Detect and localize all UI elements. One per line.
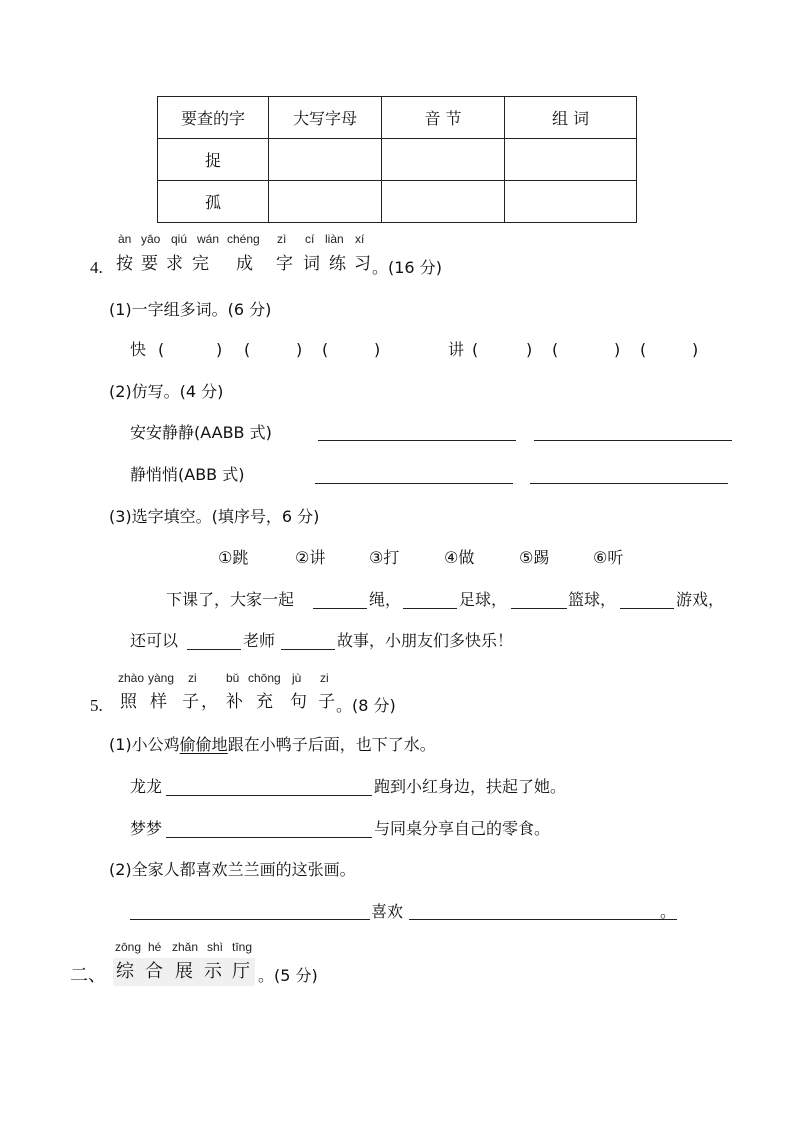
- q5-pinyin-0: zhào: [118, 671, 145, 685]
- answer-line[interactable]: [166, 837, 372, 838]
- paren-close: ): [692, 340, 699, 359]
- q4-part2-example-abb: 静悄悄(ABB 式): [130, 465, 245, 484]
- q5-part1-line2-end: 与同桌分享自己的零食。: [374, 819, 551, 838]
- fill-blank[interactable]: [187, 649, 241, 650]
- paren-open: (: [158, 340, 165, 359]
- q4-pinyin-7: liàn: [325, 232, 344, 246]
- q4-part1-title: (1)一字组多词。(6 分): [109, 300, 272, 319]
- fill-blank[interactable]: [511, 608, 567, 609]
- section2-char-1: 合: [145, 961, 169, 982]
- q4-pinyin-4: chéng: [227, 232, 260, 246]
- fill-sentence-1c: 足球，: [459, 590, 508, 609]
- q5-char-2: 子: [182, 692, 205, 712]
- q5-pinyin-4: chōng: [248, 671, 281, 685]
- paren-open: (: [322, 340, 329, 359]
- section2-pinyin-1: hé: [148, 940, 162, 954]
- option-item: ②讲: [295, 548, 326, 567]
- q4-pinyin-1: yāo: [141, 232, 161, 246]
- fill-blank[interactable]: [620, 608, 674, 609]
- character-lookup-table: [157, 96, 637, 223]
- section2-pinyin-4: tīng: [232, 940, 253, 954]
- fill-blank[interactable]: [403, 608, 457, 609]
- answer-line[interactable]: [318, 440, 516, 441]
- q4-char-4: 成: [236, 254, 259, 274]
- q5-part1-line1-end: 跑到小红身边，扶起了她。: [374, 777, 567, 796]
- option-item: ⑥听: [593, 548, 624, 567]
- fill-sentence-2a: 还可以: [130, 631, 179, 650]
- table-header-cell: 大写字母: [269, 97, 382, 139]
- q4-char-7: 练: [329, 254, 352, 274]
- q5-char-5: 充: [256, 692, 279, 712]
- q5-part1-post: 跟在小鸭子后面，也下了水。: [227, 735, 436, 754]
- q5-pinyin-1: yàng: [148, 671, 175, 685]
- table-cell-blank[interactable]: [269, 139, 382, 181]
- section2-score: 。(5 分): [258, 966, 318, 985]
- q5-pinyin-2: zi: [188, 671, 197, 685]
- section2-number: 二、: [70, 965, 106, 986]
- fill-sentence-1b: 绳，: [369, 590, 402, 609]
- paren-open: (: [552, 340, 559, 359]
- q5-char-4: 补: [226, 692, 249, 712]
- q5-pinyin-6: zi: [320, 671, 329, 685]
- q5-char-1: 样: [150, 692, 173, 712]
- option-item: ④做: [444, 548, 475, 567]
- section2-char-2: 展: [175, 961, 199, 982]
- q5-char-3: ，: [201, 692, 224, 712]
- q5-char-0: 照: [120, 692, 143, 712]
- answer-line[interactable]: [130, 919, 370, 920]
- paren-close: ): [614, 340, 621, 359]
- table-cell-blank[interactable]: [505, 139, 637, 181]
- table-cell-blank[interactable]: [382, 139, 505, 181]
- paren-close: ): [526, 340, 533, 359]
- q4-pinyin-6: cí: [305, 232, 315, 246]
- table-header-row: [158, 97, 637, 139]
- q5-pinyin-5: jù: [292, 671, 302, 685]
- section2-pinyin-0: zōng: [115, 940, 142, 954]
- q4-pinyin-8: xí: [355, 232, 365, 246]
- fill-sentence-1e: 游戏，: [676, 590, 725, 609]
- q5-pinyin-3: bǔ: [226, 671, 240, 685]
- q5-number: 5.: [90, 696, 103, 715]
- q4-pinyin-0: àn: [118, 232, 132, 246]
- fill-blank[interactable]: [281, 649, 335, 650]
- q5-part1-line2-start: 梦梦: [130, 819, 163, 838]
- q5-char-7: 子: [318, 692, 341, 712]
- q5-part2-middle: 喜欢: [371, 902, 404, 921]
- paren-open: (: [244, 340, 251, 359]
- fill-sentence-2c: 故事，小朋友们多快乐！: [337, 631, 514, 650]
- q4-number: 4.: [90, 258, 103, 277]
- section2-char-3: 示: [204, 961, 228, 982]
- q4-part3-title: (3)选字填空。(填序号，6 分): [109, 507, 320, 526]
- table-row: [158, 181, 637, 223]
- table-header-cell: 要查的字: [158, 97, 269, 139]
- table-row: [158, 139, 637, 181]
- q4-char-1: 要: [141, 254, 164, 274]
- paren-close: ): [374, 340, 381, 359]
- section2-pinyin-3: shì: [207, 940, 224, 954]
- q5-score: 。(8 分): [336, 696, 396, 715]
- table-cell-char: 捉: [158, 139, 269, 181]
- option-item: ⑤踢: [519, 548, 550, 567]
- q4-char-2: 求: [166, 254, 189, 274]
- q4-score: 。(16 分): [372, 258, 442, 277]
- q4-char-0: 按: [116, 254, 139, 274]
- table-header-cell: 组 词: [505, 97, 637, 139]
- table-cell-blank[interactable]: [505, 181, 637, 223]
- paren-close: ): [216, 340, 223, 359]
- section2-pinyin-2: zhǎn: [172, 940, 199, 954]
- answer-line[interactable]: [534, 440, 732, 441]
- q4-char-8: 习: [354, 254, 377, 274]
- section2-char-4: 厅: [232, 961, 256, 982]
- option-item: ③打: [369, 548, 400, 567]
- q4-char-5: 字: [276, 254, 299, 274]
- q4-part2-example-aabb: 安安静静(AABB 式): [130, 423, 272, 442]
- answer-line[interactable]: [315, 483, 513, 484]
- q4-pinyin-5: zì: [277, 232, 287, 246]
- fill-sentence-1a: 下课了，大家一起: [166, 590, 295, 609]
- q4-pinyin-3: wán: [197, 232, 220, 246]
- fill-sentence-1d: 篮球，: [568, 590, 617, 609]
- q5-part1-line1-start: 龙龙: [130, 777, 163, 796]
- paren-open: (: [640, 340, 647, 359]
- q4-char-6: 词: [303, 254, 326, 274]
- q4-pinyin-2: qiú: [171, 232, 188, 246]
- q5-part2-title: (2)全家人都喜欢兰兰画的这张画。: [109, 860, 356, 879]
- q5-char-6: 句: [290, 692, 313, 712]
- table-cell-blank[interactable]: [382, 181, 505, 223]
- answer-line[interactable]: [530, 483, 728, 484]
- q5-part2-end: 。: [660, 902, 677, 921]
- paren-open: (: [472, 340, 479, 359]
- answer-line[interactable]: [166, 795, 372, 796]
- q4-part1-char-jiang: 讲: [448, 340, 465, 359]
- answer-line[interactable]: [409, 919, 677, 920]
- q4-char-3: 完: [192, 254, 215, 274]
- q4-part2-title: (2)仿写。(4 分): [109, 382, 224, 401]
- option-item: ①跳: [218, 548, 249, 567]
- section2-char-0: 综: [116, 961, 140, 982]
- q4-part1-char-kuai: 快: [130, 340, 147, 359]
- paren-close: ): [296, 340, 303, 359]
- table-header-cell: 音 节: [382, 97, 505, 139]
- table-cell-char: 孤: [158, 181, 269, 223]
- fill-blank[interactable]: [313, 608, 367, 609]
- fill-sentence-2b: 老师: [243, 631, 276, 650]
- table-cell-blank[interactable]: [269, 181, 382, 223]
- q5-part1-example: [109, 735, 436, 755]
- q5-part1-underlined: 偷偷地: [179, 735, 228, 754]
- q5-part1-pre: (1)小公鸡: [109, 735, 180, 754]
